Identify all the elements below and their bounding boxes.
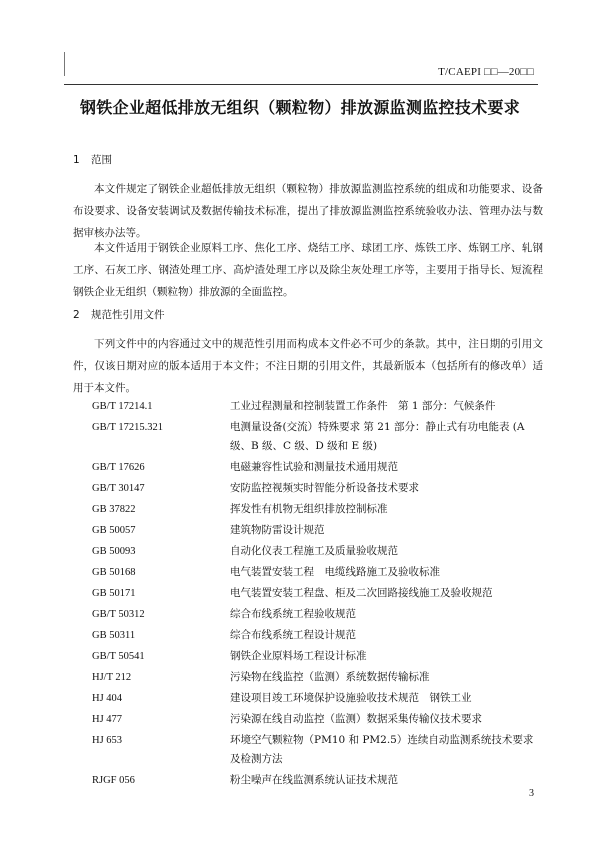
references-intro-paragraph: 下列文件中的内容通过文中的规范性引用而构成本文件必不可少的条款。其中，注日期的引用文件，仅该日期对应的版本适用于本文件；不注日期的引用文件，其最新版本（包括所有的修改单）适用于本文件。 xyxy=(73,338,543,394)
reference-item xyxy=(92,542,542,561)
section-number: 1 xyxy=(73,154,80,166)
reference-item xyxy=(92,626,542,645)
reference-item xyxy=(92,521,542,540)
reference-title: 自动化仪表工程施工及质量验收规范 xyxy=(230,545,398,557)
reference-code: GB 50171 xyxy=(92,588,136,599)
reference-item xyxy=(92,689,542,708)
reference-title: 电气装置安装工程 电缆线路施工及验收标准 xyxy=(230,566,440,578)
reference-title: 环境空气颗粒物（PM10 和 PM2.5）连续自动监测系统技术要求及检测方法 xyxy=(230,734,534,765)
reference-item xyxy=(92,647,542,666)
reference-code: HJ 653 xyxy=(92,735,123,746)
reference-title: 电气装置安装工程盘、柜及二次回路接线施工及验收规范 xyxy=(230,587,493,599)
reference-title: 安防监控视频实时智能分析设备技术要求 xyxy=(230,482,419,494)
reference-item xyxy=(92,397,542,416)
reference-item xyxy=(92,479,542,498)
reference-title: 污染源在线自动监控（监测）数据采集传输仪技术要求 xyxy=(230,713,482,725)
scope-paragraph-2: 本文件适用于钢铁企业原料工序、焦化工序、烧结工序、球团工序、炼铁工序、炼钢工序、轧钢工序、石灰工序、钢渣处理工序、高炉渣处理工序以及除尘灰处理工序等，主要用于指导长、短流程钢铁企业无组织（颗粒物）排放源的全面监控。 xyxy=(73,242,543,298)
reference-code: GB/T 17214.1 xyxy=(92,401,153,412)
reference-code: GB/T 17215.321 xyxy=(92,422,163,433)
reference-code: HJ/T 212 xyxy=(92,672,132,683)
reference-title: 电测量设备(交流）特殊要求 第 21 部分：静止式有功电能表 (A 级、B 级、C 级、D 级和 E 级) xyxy=(230,421,525,452)
reference-title: 污染物在线监控（监测）系统数据传输标准 xyxy=(230,671,430,683)
reference-item xyxy=(92,418,542,456)
reference-code: GB 50168 xyxy=(92,567,136,578)
reference-code: HJ 477 xyxy=(92,714,123,725)
page-number: 3 xyxy=(529,788,534,799)
reference-title: 综合布线系统工程设计规范 xyxy=(230,629,356,641)
reference-title: 电磁兼容性试验和测量技术通用规范 xyxy=(230,461,398,473)
reference-code: GB 50311 xyxy=(92,630,136,641)
header-rule xyxy=(64,84,538,85)
reference-item xyxy=(92,668,542,687)
reference-item xyxy=(92,731,542,769)
section-title: 范围 xyxy=(91,154,112,166)
reference-title: 建设项目竣工环境保护设施验收技术规范 钢铁工业 xyxy=(230,692,472,704)
crop-mark xyxy=(64,52,65,76)
reference-title: 挥发性有机物无组织排放控制标准 xyxy=(230,503,388,515)
reference-title: 工业过程测量和控制装置工作条件 第 1 部分：气候条件 xyxy=(230,400,496,412)
reference-code: GB 50093 xyxy=(92,546,136,557)
reference-title: 粉尘噪声在线监测系统认证技术规范 xyxy=(230,774,398,786)
reference-code: HJ 404 xyxy=(92,693,123,704)
reference-title: 综合布线系统工程验收规范 xyxy=(230,608,356,620)
section-title: 规范性引用文件 xyxy=(91,309,165,321)
reference-list xyxy=(92,397,542,792)
reference-item xyxy=(92,458,542,477)
document-title: 钢铁企业超低排放无组织（颗粒物）排放源监测监控技术要求 xyxy=(79,98,521,117)
reference-code: GB/T 17626 xyxy=(92,462,145,473)
section-2-heading xyxy=(73,307,165,322)
reference-code: GB/T 30147 xyxy=(92,483,145,494)
reference-item xyxy=(92,500,542,519)
reference-code: RJGF 056 xyxy=(92,775,135,786)
reference-item xyxy=(92,605,542,624)
reference-item xyxy=(92,584,542,603)
reference-item xyxy=(92,710,542,729)
reference-code: GB/T 50541 xyxy=(92,651,145,662)
scope-paragraph-1: 本文件规定了钢铁企业超低排放无组织（颗粒物）排放源监测监控系统的组成和功能要求、设备布设要求、设备安装调试及数据传输技术标准，提出了排放源监测监控系统验收办法、管理办法与数据审核办法等。 xyxy=(73,183,543,239)
section-number: 2 xyxy=(73,309,80,321)
section-1-heading xyxy=(73,152,112,167)
reference-title: 建筑物防雷设计规范 xyxy=(230,524,325,536)
reference-title: 钢铁企业原料场工程设计标准 xyxy=(230,650,367,662)
reference-code: GB 37822 xyxy=(92,504,136,515)
reference-item xyxy=(92,771,542,790)
reference-code: GB/T 50312 xyxy=(92,609,145,620)
standard-code: T/CAEPI □□—20□□ xyxy=(438,66,534,78)
reference-code: GB 50057 xyxy=(92,525,136,536)
reference-item xyxy=(92,563,542,582)
